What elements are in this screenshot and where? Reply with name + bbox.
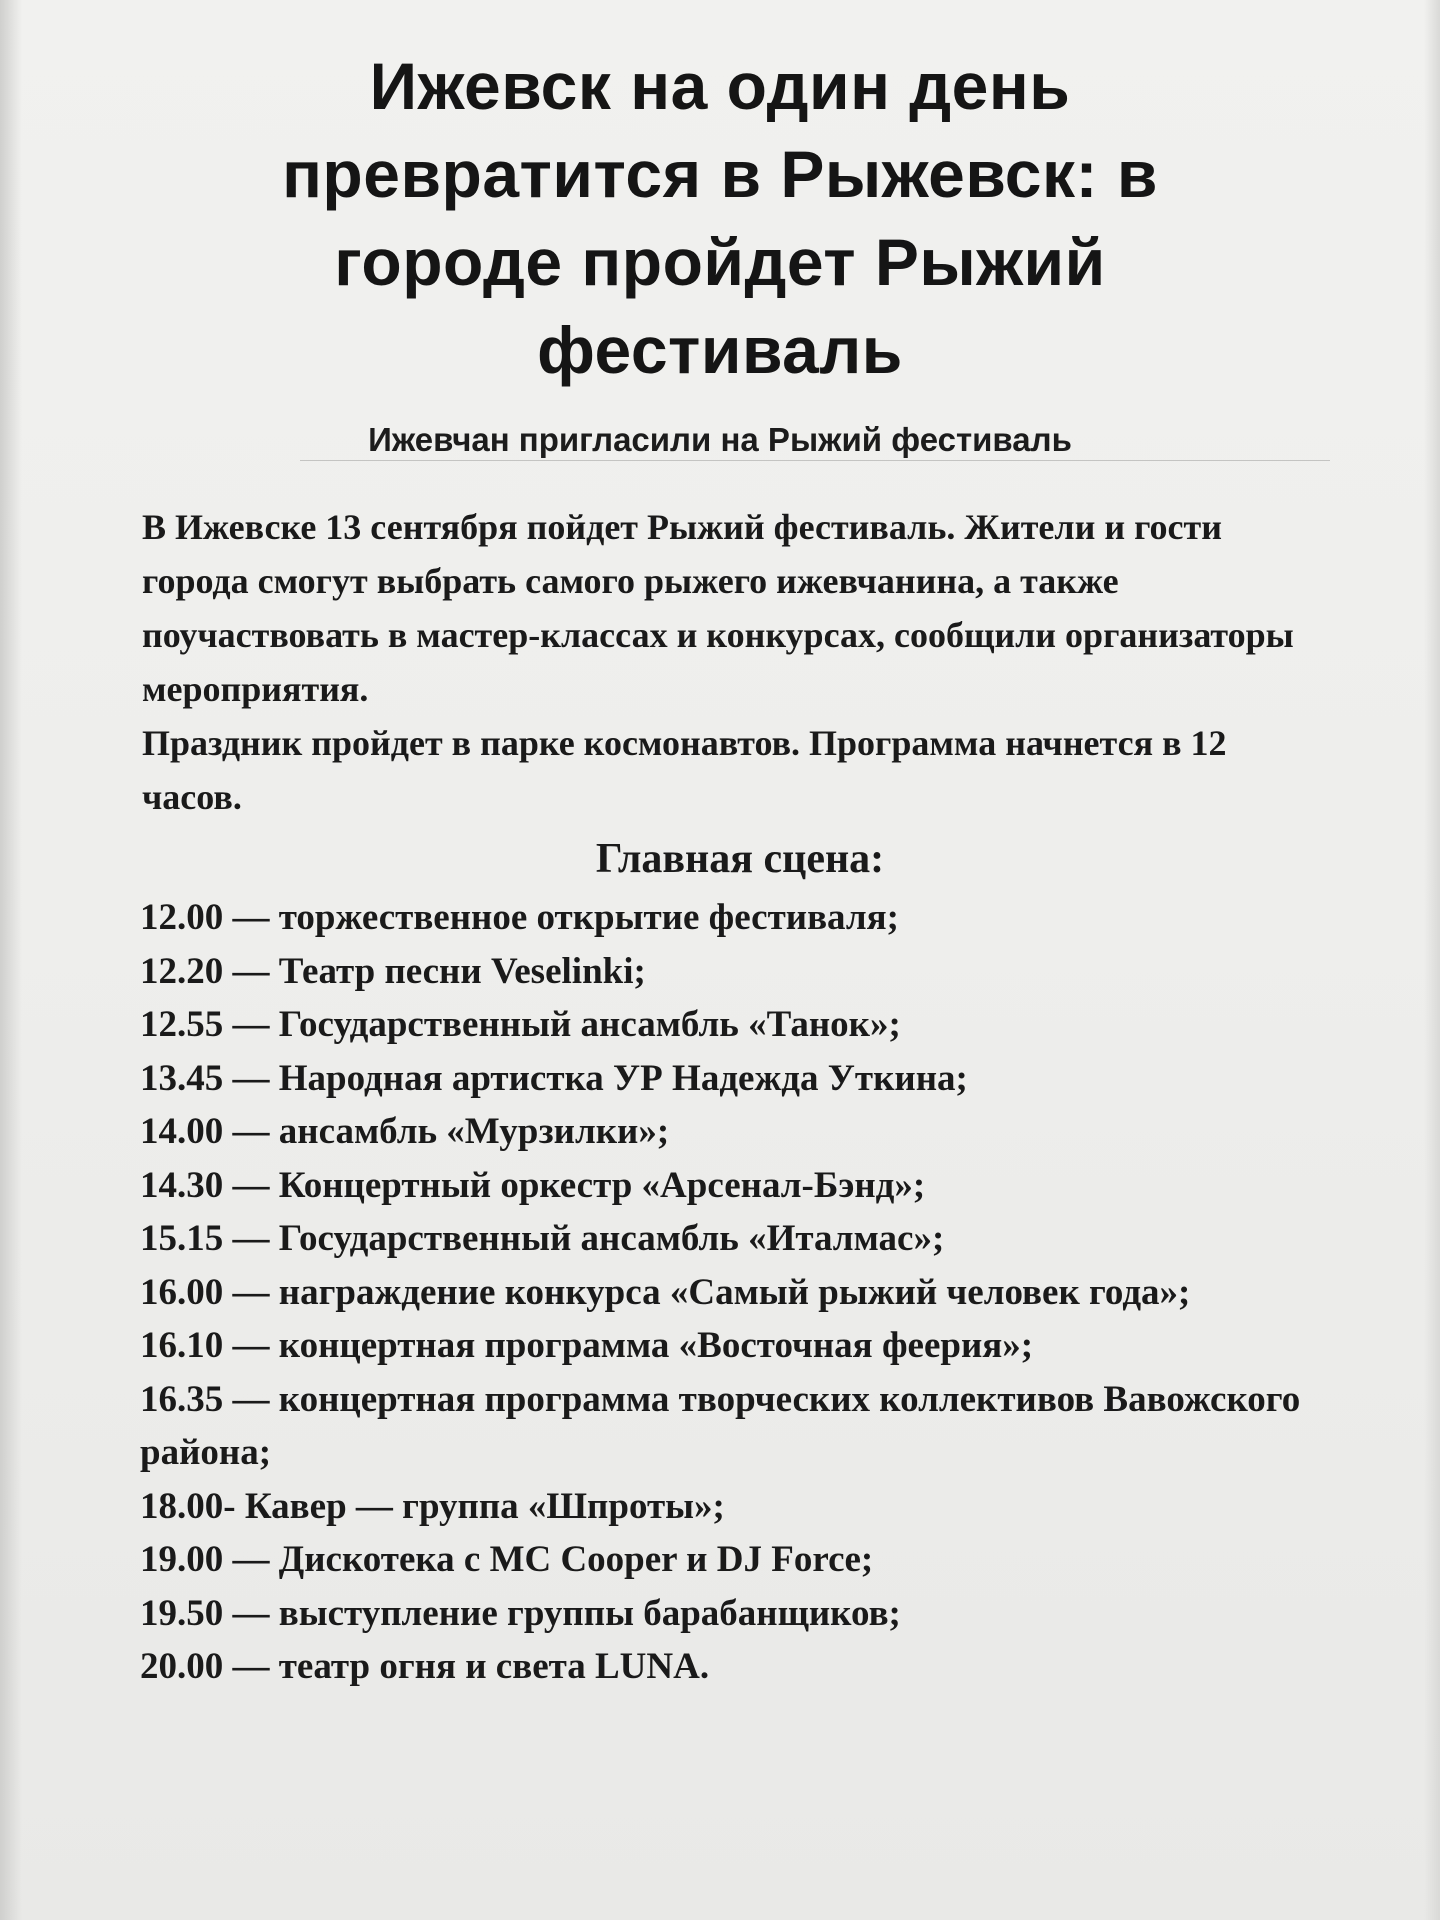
subtitle-divider	[300, 460, 1330, 461]
schedule-item: 19.00 — Дискотека с MC Cooper и DJ Force;	[140, 1539, 874, 1580]
schedule-item: 13.45 — Народная артистка УР Надежда Уткина;	[140, 1057, 968, 1099]
schedule-item: 14.00 — ансамбль «Мурзилки»;	[140, 1111, 670, 1152]
schedule-item: 19.50 — выступление группы барабанщиков;	[140, 1592, 901, 1634]
schedule-item: 15.15 — Государственный ансамбль «Италмас»;	[140, 1218, 945, 1259]
article-paragraph-2: Праздник пройдет в парке космонавтов. Программа начнется в 12 часов.	[142, 723, 1227, 817]
article-headline: Ижевск на один день превратится в Рыжевск: в городе пройдет Рыжий фестиваль	[282, 49, 1158, 387]
article-subtitle: Ижевчан пригласили на Рыжий фестиваль	[368, 421, 1072, 458]
schedule-item: 16.00 — награждение конкурса «Самый рыжий человек года»;	[140, 1271, 1191, 1313]
article-paragraph-1: В Ижевске 13 сентября пойдет Рыжий фестиваль. Жители и гости города смогут выбрать самого рыжего ижевчанина, а также поучаствовать в мастер-классах и конкурсах, сообщили организаторы мероприятия.	[142, 507, 1294, 709]
schedule-item: 14.30 — Концертный оркестр «Арсенал-Бэнд»;	[140, 1164, 926, 1206]
schedule-item: 12.00 — торжественное открытие фестиваля;	[140, 897, 899, 938]
schedule-item: 16.10 — концертная программа «Восточная феерия»;	[140, 1325, 1034, 1366]
schedule-item: 18.00- Кавер — группа «Шпроты»;	[140, 1485, 725, 1527]
main-stage-title: Главная сцена:	[595, 836, 885, 882]
schedule-item: 16.35 — концертная программа творческих коллективов Вавожского района;	[140, 1378, 1301, 1473]
main-stage-schedule	[140, 891, 1340, 1694]
article-body	[142, 500, 1322, 824]
schedule-item: 12.20 — Театр песни Veselinki;	[140, 950, 646, 992]
schedule-item: 20.00 — театр огня и света LUNA.	[140, 1646, 710, 1687]
schedule-item: 12.55 — Государственный ансамбль «Танок»;	[140, 1004, 901, 1045]
